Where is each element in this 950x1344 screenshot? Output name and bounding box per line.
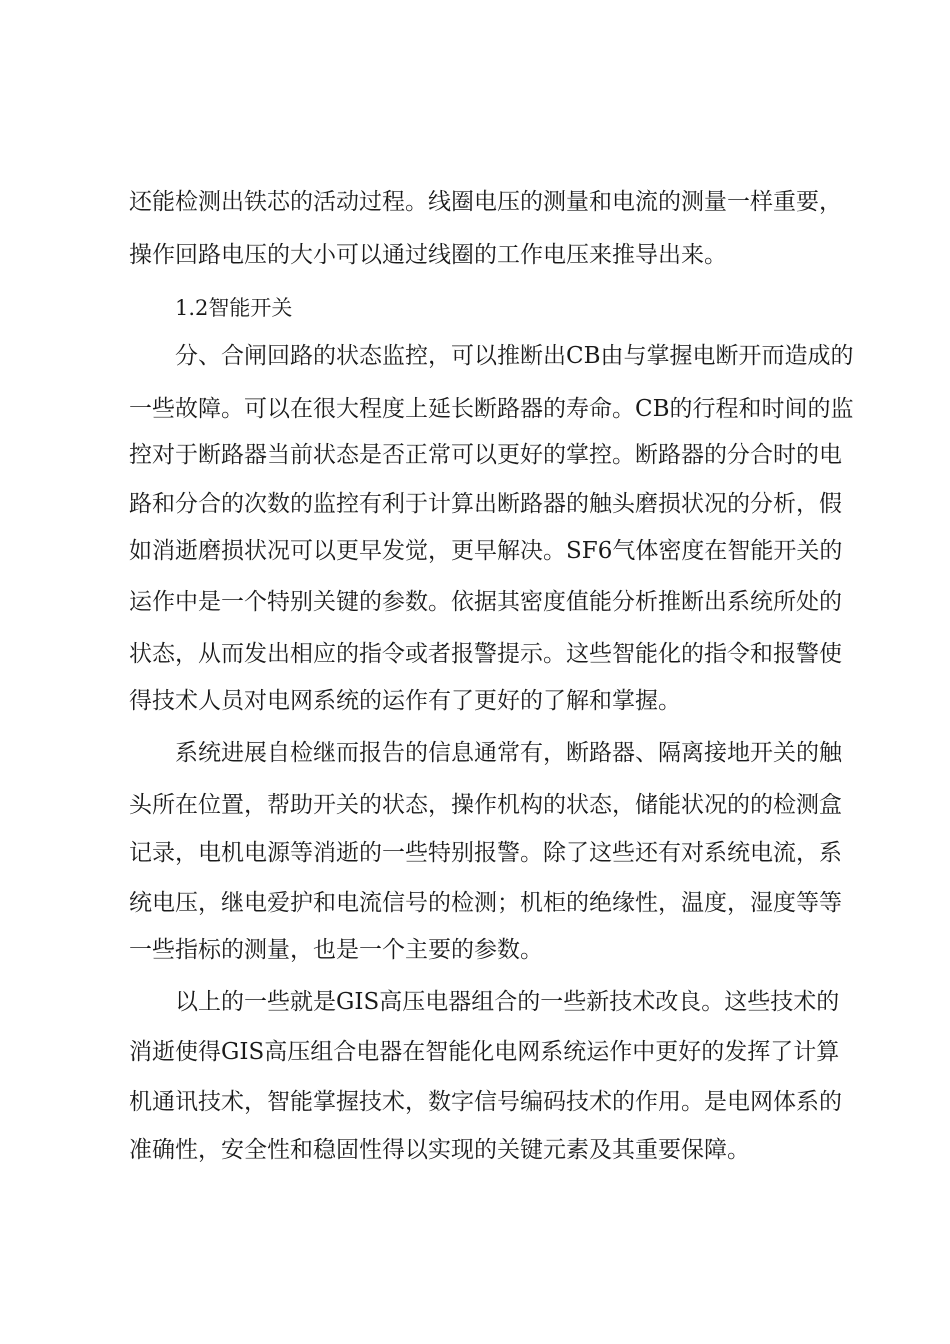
paragraph-2-line-4: 路和分合的次数的监控有利于计算出断路器的触头磨损状况的分析，假 [129, 491, 842, 517]
paragraph-2-line-5: 如消逝磨损状况可以更早发觉，更早解决。SF6气体密度在智能开关的 [129, 538, 843, 564]
section-heading: 1.2智能开关 [175, 296, 293, 320]
paragraph-2-line-8: 得技术人员对电网系统的运作有了更好的了解和掌握。 [129, 688, 681, 714]
paragraph-2-line-6: 运作中是一个特别关键的参数。依据其密度值能分析推断出系统所处的 [129, 589, 842, 615]
paragraph-1-line-2: 操作回路电压的大小可以通过线圈的工作电压来推导出来。 [129, 242, 727, 268]
paragraph-4-line-1: 以上的一些就是GIS高压电器组合的一些新技术改良。这些技术的 [175, 989, 840, 1015]
paragraph-3-line-3: 记录，电机电源等消逝的一些特别报警。除了这些还有对系统电流，系 [129, 840, 842, 866]
paragraph-4-line-3: 机通讯技术，智能掌握技术，数字信号编码技术的作用。是电网体系的 [129, 1089, 842, 1115]
paragraph-4-line-2: 消逝使得GIS高压组合电器在智能化电网系统运作中更好的发挥了计算 [129, 1039, 840, 1065]
paragraph-3-line-4: 统电压，继电爱护和电流信号的检测；机柜的绝缘性，温度，湿度等等 [129, 890, 842, 916]
paragraph-3-line-1: 系统进展自检继而报告的信息通常有，断路器、隔离接地开关的触 [175, 740, 842, 766]
paragraph-4-line-4: 准确性，安全性和稳固性得以实现的关键元素及其重要保障。 [129, 1137, 750, 1163]
paragraph-3-line-2: 头所在位置，帮助开关的状态，操作机构的状态，储能状况的的检测盒 [129, 792, 842, 818]
paragraph-2-line-7: 状态，从而发出相应的指令或者报警提示。这些智能化的指令和报警使 [129, 641, 842, 667]
paragraph-3-line-5: 一些指标的测量，也是一个主要的参数。 [129, 937, 543, 963]
paragraph-1-line-1: 还能检测出铁芯的活动过程。线圈电压的测量和电流的测量一样重要， [129, 189, 842, 215]
paragraph-2-line-1: 分、合闸回路的状态监控，可以推断出CB由与掌握电断开而造成的 [175, 343, 854, 369]
paragraph-2-line-3: 控对于断路器当前状态是否正常可以更好的掌控。断路器的分合时的电 [129, 442, 842, 468]
paragraph-2-line-2: 一些故障。可以在很大程度上延长断路器的寿命。CB的行程和时间的监 [129, 396, 854, 422]
